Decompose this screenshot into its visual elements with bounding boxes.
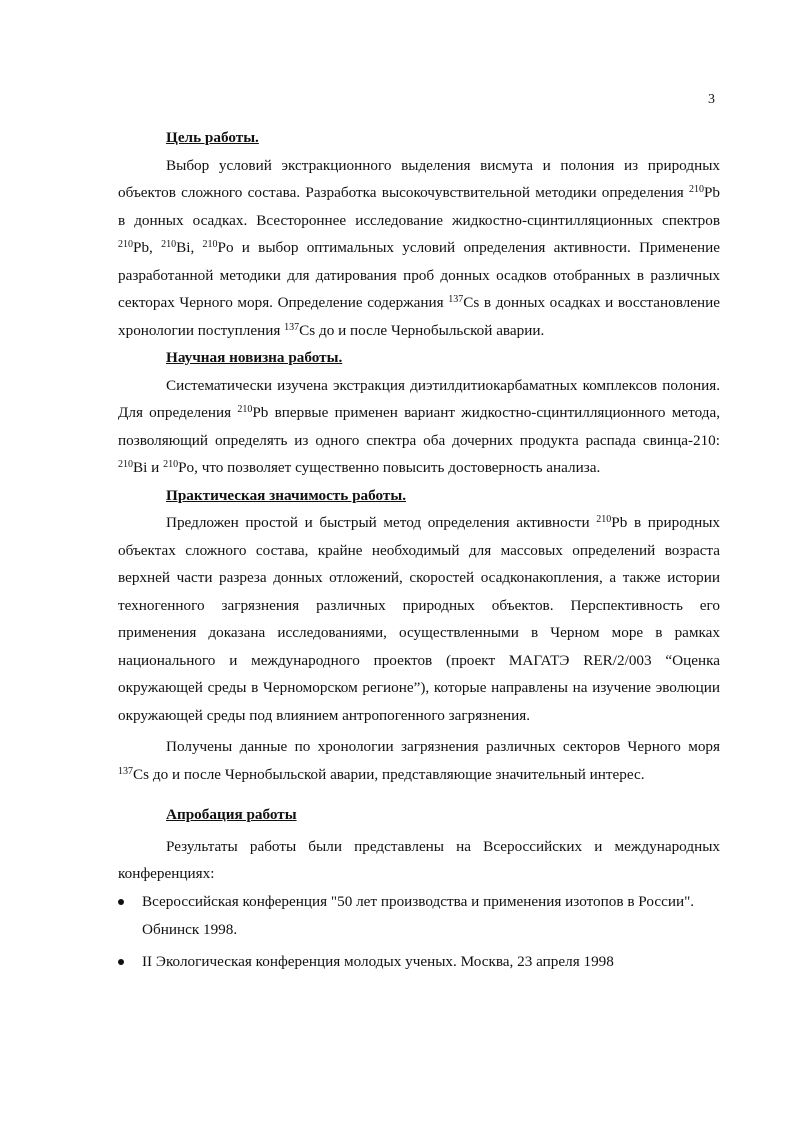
- page-number: 3: [708, 92, 715, 107]
- bullet-icon: [118, 899, 124, 905]
- conference-list: [118, 888, 720, 976]
- list-item: II Экологическая конференция молодых ученых. Москва, 23 апреля 1998: [118, 948, 720, 976]
- practical-paragraph-2: Получены данные по хронологии загрязнения различных секторов Черного моря $^{137}$Cs до и после Чернобыльской аварии, представляющие значительный интерес.: [118, 738, 720, 783]
- document-body: [118, 124, 720, 976]
- section-heading-practical: Практическая значимость работы.: [166, 486, 407, 504]
- novelty-paragraph: Систематически изучена экстракция диэтилдитиокарбаматных комплексов полония. Для определения $^{210}$Pb впервые применен вариант жидкостно-сцинтилляционного метода, позволяющий определять из одного спектра оба дочерних продукта распада свинца-210: $^{210}$Bi и $^{210}$Po, что позволяет существенно повысить достоверность анализа.: [118, 376, 720, 476]
- bullet-icon: [118, 959, 124, 965]
- list-item: Всероссийская конференция "50 лет производства и применения изотопов в России". Обнинск 1998.: [118, 888, 720, 944]
- practical-paragraph-1: Предложен простой и быстрый метод определения активности $^{210}$Pb в природных объектах сложного состава, крайне необходимый для массовых определений возраста верхней части разреза донных отложений, скоростей осадконакопления, а также истории техногенного загрязнения различных природных объектов. Перспективность его применения доказана исследованиями, осуществленными в Черном море в рамках национального и международного проектов (проект МАГАТЭ RER/2/003 “Оценка окружающей среды в Черноморском регионе”), которые направлены на изучение эволюции окружающей среды под влиянием антропогенного загрязнения.: [118, 514, 720, 724]
- approbation-intro: Результаты работы были представлены на Всероссийских и международных конференциях:: [118, 837, 720, 882]
- section-heading-novelty: Научная новизна работы.: [166, 349, 343, 366]
- goal-paragraph: Выбор условий экстракционного выделения висмута и полония из природных объектов сложного состава. Разработка высокочувствительной методики определения $^{210}$Pb в донных осадках. Всестороннее исследование жидкостно-сцинтилляционных спектров $^{210}$Pb, $^{210}$Bi, $^{210}$Po и выбор оптимальных условий определения активности. Применение разработанной методики для датирования проб донных осадков отобранных в различных секторах Черного моря. Определение содержания $^{137}$Cs в донных осадках и восстановление хронологии поступления $^{137}$Cs до и после Чернобыльской аварии.: [118, 156, 720, 339]
- section-heading-goal: Цель работы.: [166, 129, 259, 146]
- section-heading-approbation: Апробация работы: [166, 806, 297, 823]
